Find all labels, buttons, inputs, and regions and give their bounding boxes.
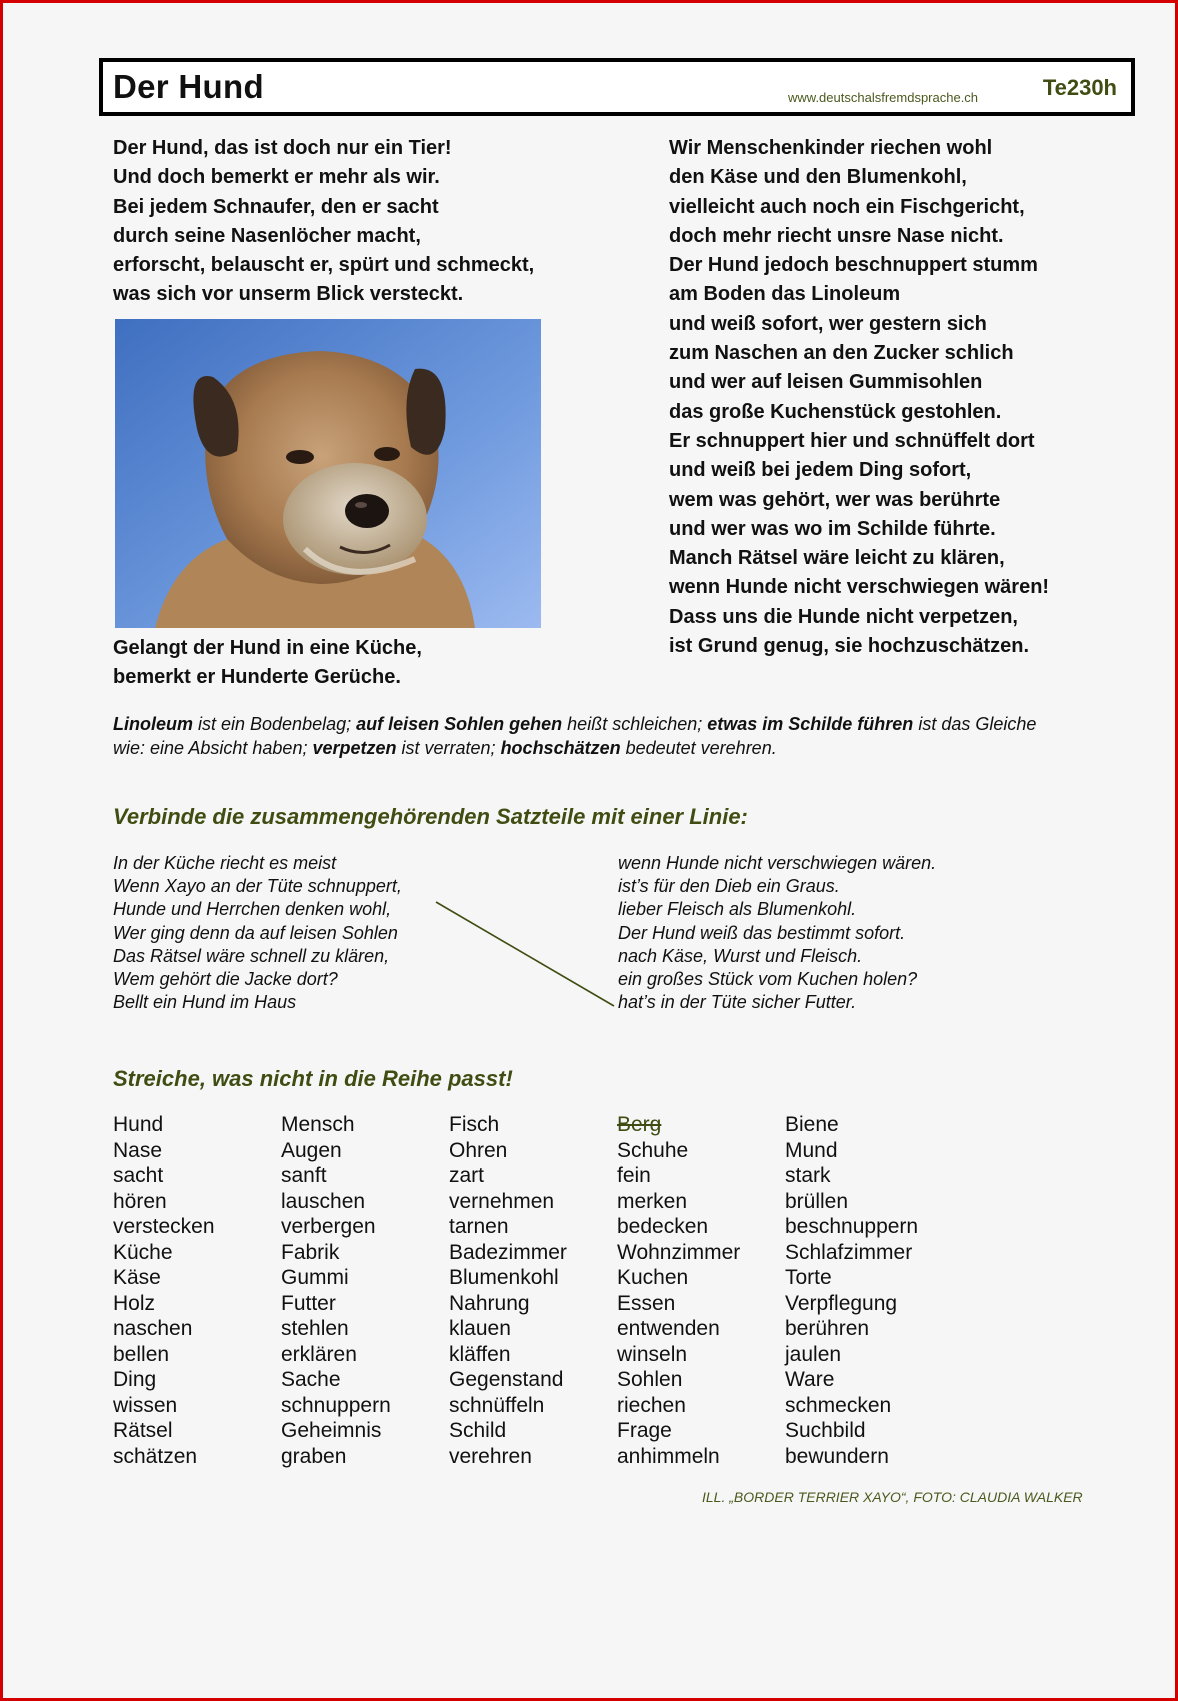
glossary <box>113 712 1073 760</box>
gloss-text: bedeutet verehren. <box>620 738 777 758</box>
poem-line: Gelangt der Hund in eine Küche, <box>113 637 422 659</box>
word-item[interactable]: Rätsel <box>113 1419 173 1442</box>
match-right-item[interactable]: Der Hund weiß das bestimmt sofort. <box>618 922 906 943</box>
website-url: www.deutschalsfremdsprache.ch <box>788 90 979 105</box>
poem-line: erforscht, belauscht er, spürt und schmeckt, <box>113 254 535 277</box>
poem-line: wem was gehört, wer was berührte <box>669 488 1001 511</box>
word-item[interactable]: Nase <box>113 1138 163 1162</box>
word-item[interactable]: Sohlen <box>617 1368 683 1391</box>
word-item[interactable]: sacht <box>113 1164 164 1187</box>
poem-line: Dass uns die Hunde nicht verpetzen, <box>669 605 1018 628</box>
poem-left-top <box>113 134 534 310</box>
word-item[interactable]: winseln <box>617 1342 688 1366</box>
poem-line: und weiß sofort, wer gestern sich <box>669 312 987 335</box>
exercise-2-title: Streiche, was nicht in die Reihe passt! <box>113 1066 513 1091</box>
poem-line: Er schnuppert hier und schnüffelt dort <box>669 429 1035 452</box>
word-item[interactable]: brüllen <box>785 1189 849 1213</box>
poem-line: und weiß bei jedem Ding sofort, <box>669 459 972 482</box>
word-item[interactable]: Ware <box>785 1368 835 1391</box>
word-item[interactable]: tarnen <box>449 1215 509 1238</box>
poem-line: Der Hund, das ist doch nur ein Tier! <box>113 137 452 159</box>
word-item[interactable]: Nahrung <box>449 1291 530 1315</box>
word-column-4 <box>617 1112 740 1469</box>
match-left-column <box>113 852 402 1014</box>
word-item[interactable]: Torte <box>785 1266 832 1289</box>
word-column-2 <box>281 1112 391 1469</box>
word-item[interactable]: Mensch <box>281 1113 355 1136</box>
word-item[interactable]: berühren <box>785 1317 870 1340</box>
worksheet-code: Te230h <box>1042 75 1117 100</box>
match-right-item[interactable]: wenn Hunde nicht verschwiegen wären. <box>618 853 937 873</box>
poem-line: und wer was wo im Schilde führte. <box>669 517 996 540</box>
word-item[interactable]: riechen <box>617 1393 686 1417</box>
word-item[interactable]: hören <box>113 1189 167 1213</box>
gloss-text: ist ein Bodenbelag; <box>193 714 357 734</box>
word-item[interactable]: Kuchen <box>617 1266 689 1289</box>
word-item[interactable]: Gegenstand <box>449 1368 564 1391</box>
poem-line: zum Naschen an den Zucker schlich <box>669 342 1014 365</box>
word-item[interactable]: anhimmeln <box>617 1444 720 1468</box>
match-left-item[interactable]: Hunde und Herrchen denken wohl, <box>113 899 392 920</box>
word-item[interactable]: Käse <box>113 1266 161 1289</box>
poem-left-bottom <box>113 634 422 693</box>
gloss-text: ist verraten; <box>396 738 501 758</box>
word-column-3 <box>449 1112 567 1469</box>
gloss-text: ist das Gleiche wie: eine Absicht haben; <box>113 714 1037 758</box>
word-item[interactable]: Futter <box>281 1291 336 1315</box>
word-item[interactable]: zart <box>449 1164 485 1187</box>
poem-line: was sich vor unserm Blick versteckt. <box>113 283 464 306</box>
poem-line: am Boden das Linoleum <box>669 283 901 306</box>
word-item[interactable]: merken <box>617 1189 688 1213</box>
word-item[interactable]: wissen <box>113 1393 178 1417</box>
word-item[interactable]: sanft <box>281 1164 327 1187</box>
gloss-term: Linoleum <box>113 714 193 734</box>
word-item[interactable]: bellen <box>113 1342 170 1366</box>
poem-line: Und doch bemerkt er mehr als wir. <box>113 166 440 189</box>
word-item[interactable]: kläffen <box>449 1342 511 1366</box>
match-left-item[interactable]: Das Rätsel wäre schnell zu klären, <box>113 945 390 966</box>
gloss-term: auf leisen Sohlen gehen <box>356 714 563 734</box>
word-item[interactable]: stehlen <box>281 1317 349 1340</box>
poem-line: bemerkt er Hunderte Gerüche. <box>113 666 401 689</box>
word-item[interactable]: jaulen <box>785 1342 842 1366</box>
match-right-column <box>618 852 936 1014</box>
word-item[interactable]: Frage <box>617 1419 672 1442</box>
poem-line: Bei jedem Schnaufer, den er sacht <box>113 195 439 218</box>
word-item[interactable]: Sache <box>281 1368 341 1391</box>
page-title: Der Hund <box>113 68 264 105</box>
photo-credit: ILL. „BORDER TERRIER XAYO“, FOTO: CLAUDIA WALKER <box>702 1489 1083 1505</box>
poem-line: Manch Rätsel wäre leicht zu klären, <box>669 547 1005 570</box>
poem-line: Der Hund jedoch beschnuppert stumm <box>669 254 1038 277</box>
word-item[interactable]: Blumenkohl <box>449 1266 559 1289</box>
gloss-term: etwas im Schilde führen <box>707 714 914 734</box>
match-right-item[interactable]: hat’s in der Tüte sicher Futter. <box>618 992 857 1013</box>
gloss-term: verpetzen <box>312 738 397 758</box>
poem-line: Wir Menschenkinder riechen wohl <box>669 137 993 159</box>
word-item[interactable]: bewundern <box>785 1444 889 1468</box>
word-item[interactable]: beschnuppern <box>785 1215 919 1238</box>
match-left-item[interactable]: Wem gehört die Jacke dort? <box>113 969 338 990</box>
match-right-item[interactable]: lieber Fleisch als Blumenkohl. <box>618 899 857 920</box>
word-item[interactable]: Badezimmer <box>449 1240 567 1264</box>
match-right-item[interactable]: ein großes Stück vom Kuchen holen? <box>618 969 918 990</box>
word-item[interactable]: lauschen <box>281 1189 366 1213</box>
word-item[interactable]: Schuhe <box>617 1138 689 1162</box>
word-item[interactable]: Schlafzimmer <box>785 1240 913 1264</box>
poem-line: den Käse und den Blumenkohl, <box>669 166 967 189</box>
match-left-item[interactable]: In der Küche riecht es meist <box>113 853 337 873</box>
word-column-1 <box>113 1112 215 1469</box>
word-item[interactable]: Wohnzimmer <box>617 1240 741 1264</box>
poem-line: wenn Hunde nicht verschwiegen wären! <box>669 576 1050 599</box>
word-item[interactable]: verbergen <box>281 1215 376 1238</box>
dog-photo <box>115 319 541 628</box>
word-item[interactable]: Biene <box>785 1113 839 1136</box>
word-item[interactable]: Verpflegung <box>785 1291 898 1315</box>
word-item[interactable]: vernehmen <box>449 1189 555 1213</box>
word-item[interactable]: Holz <box>113 1291 156 1315</box>
poem-right <box>669 134 1049 661</box>
word-item[interactable]: Fisch <box>449 1113 500 1136</box>
word-item[interactable]: fein <box>617 1164 651 1187</box>
exercise-1-title: Verbinde die zusammengehörenden Satzteile mit einer Linie: <box>113 804 748 829</box>
word-item[interactable]: Suchbild <box>785 1419 866 1442</box>
word-item[interactable]: schätzen <box>113 1444 198 1468</box>
word-item[interactable]: Ohren <box>449 1138 508 1162</box>
word-item[interactable]: Schild <box>449 1419 507 1442</box>
word-item[interactable]: verstecken <box>113 1215 215 1238</box>
word-item[interactable]: schnuppern <box>281 1393 391 1417</box>
poem-line: doch mehr riecht unsre Nase nicht. <box>669 224 1004 247</box>
word-item[interactable]: Hund <box>113 1113 164 1136</box>
word-item[interactable]: Küche <box>113 1240 173 1264</box>
header-box <box>99 58 1135 116</box>
word-item[interactable]: entwenden <box>617 1317 720 1340</box>
word-column-5 <box>785 1112 918 1469</box>
match-left-item[interactable]: Wer ging denn da auf leisen Sohlen <box>113 922 398 943</box>
poem-line: und wer auf leisen Gummisohlen <box>669 371 983 394</box>
word-item[interactable]: verehren <box>449 1444 532 1468</box>
word-item[interactable]: Fabrik <box>281 1240 340 1264</box>
gloss-term: hochschätzen <box>500 738 621 758</box>
word-item[interactable]: Geheimnis <box>281 1419 382 1442</box>
word-item[interactable]: Augen <box>281 1138 342 1162</box>
poem-line: das große Kuchenstück gestohlen. <box>669 400 1002 423</box>
match-left-item[interactable]: Wenn Xayo an der Tüte schnuppert, <box>113 876 402 897</box>
match-right-item[interactable]: ist’s für den Dieb ein Graus. <box>618 876 840 897</box>
poem-line: ist Grund genug, sie hochzuschätzen. <box>669 635 1030 658</box>
word-item[interactable]: erklären <box>281 1342 357 1366</box>
gloss-text: heißt schleichen; <box>562 714 708 734</box>
word-item[interactable]: bedecken <box>617 1215 709 1238</box>
poem-line: vielleicht auch noch ein Fischgericht, <box>669 195 1025 218</box>
word-item[interactable]: graben <box>281 1444 347 1468</box>
match-left-item[interactable]: Bellt ein Hund im Haus <box>113 992 297 1013</box>
word-item[interactable]: Gummi <box>281 1266 349 1289</box>
match-right-item[interactable]: nach Käse, Wurst und Fleisch. <box>618 945 863 966</box>
word-item-struck-example[interactable]: Berg <box>617 1113 662 1136</box>
word-item[interactable]: stark <box>785 1164 831 1187</box>
word-item[interactable]: schmecken <box>785 1393 892 1417</box>
word-item[interactable]: Mund <box>785 1138 838 1162</box>
word-item[interactable]: naschen <box>113 1317 193 1340</box>
word-item[interactable]: Essen <box>617 1291 676 1315</box>
word-item[interactable]: klauen <box>449 1317 511 1340</box>
poem-line: durch seine Nasenlöcher macht, <box>113 224 421 247</box>
word-item[interactable]: schnüffeln <box>449 1393 545 1417</box>
word-item[interactable]: Ding <box>113 1368 157 1391</box>
